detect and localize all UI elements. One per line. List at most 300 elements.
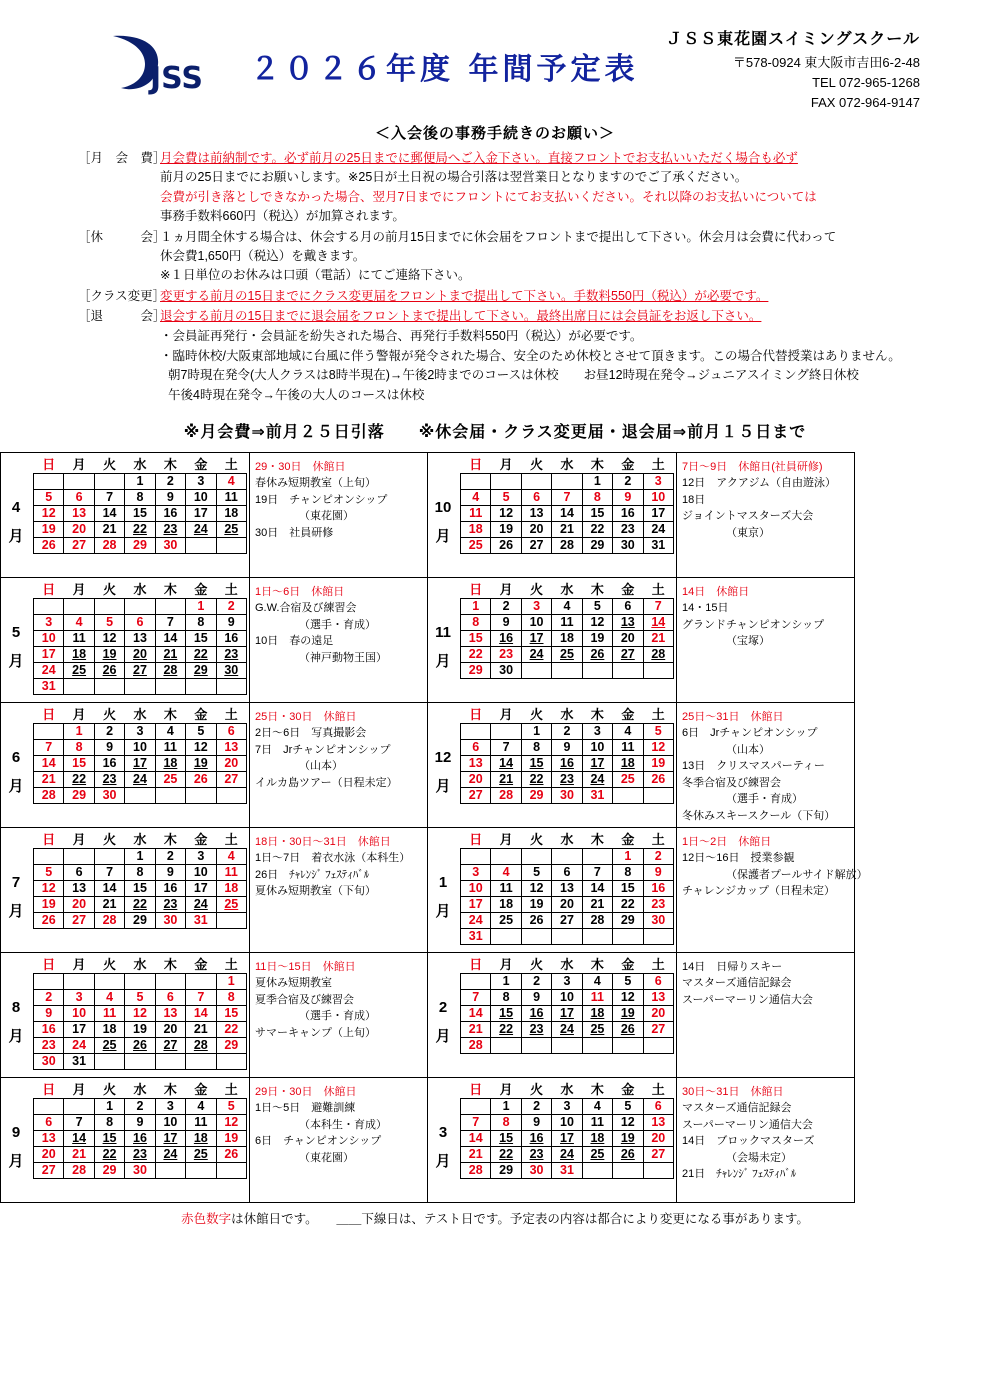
calendar-day: 14 bbox=[94, 880, 124, 896]
month-number: 4 bbox=[11, 499, 21, 517]
calendar-day: 8 bbox=[94, 1114, 124, 1130]
calendar-day bbox=[34, 723, 64, 739]
calendar-day: 12 bbox=[216, 1114, 246, 1130]
calendar-week-row bbox=[461, 1037, 674, 1053]
weekday-header: 月 bbox=[72, 956, 86, 972]
month-events bbox=[249, 578, 427, 702]
calendar-day: 16 bbox=[643, 880, 673, 896]
footer-note bbox=[0, 1209, 990, 1227]
event-line: ジョイントマスターズ大会 bbox=[682, 510, 814, 523]
calendar-day: 28 bbox=[186, 1037, 216, 1053]
calendar-week-row bbox=[461, 662, 674, 678]
calendar-day: 1 bbox=[582, 473, 612, 489]
calendar-row bbox=[1, 827, 855, 952]
calendar-day: 23 bbox=[491, 646, 521, 662]
calendar-day: 10 bbox=[186, 864, 216, 880]
calendar-day: 28 bbox=[552, 537, 582, 553]
calendar-day: 26 bbox=[613, 1021, 643, 1037]
calendar-day: 3 bbox=[186, 473, 216, 489]
calendar-day: 11 bbox=[64, 630, 94, 646]
month-cell bbox=[1, 702, 428, 827]
calendar-day bbox=[461, 973, 491, 989]
calendar-day: 25 bbox=[64, 662, 94, 678]
calendar-day: 17 bbox=[582, 755, 612, 771]
month-events bbox=[249, 953, 427, 1077]
notice-bullets bbox=[160, 327, 920, 405]
calendar-day: 2 bbox=[155, 848, 185, 864]
calendar-day: 13 bbox=[64, 880, 94, 896]
month-kanji: 月 bbox=[435, 1027, 451, 1045]
notice-label-fee: ［月 会 費］ bbox=[78, 151, 166, 165]
month-events bbox=[676, 578, 854, 702]
event-line: マスターズ通信記録会 bbox=[682, 1102, 792, 1115]
calendar-day: 20 bbox=[155, 1021, 185, 1037]
calendar-day: 25 bbox=[582, 1021, 612, 1037]
notice-row-suspend bbox=[78, 228, 920, 286]
calendar-day: 4 bbox=[582, 1098, 612, 1114]
calendar-day: 23 bbox=[125, 1146, 155, 1162]
calendar-day: 22 bbox=[461, 646, 491, 662]
calendar-week-row bbox=[461, 1130, 674, 1146]
calendar-day: 14 bbox=[643, 614, 673, 630]
calendar-day: 10 bbox=[64, 1005, 94, 1021]
weekday-header: 火 bbox=[530, 1081, 544, 1097]
event-line: 14日 ブロックマスターズ bbox=[682, 1135, 815, 1148]
calendar-day: 7 bbox=[155, 614, 185, 630]
calendar-day: 17 bbox=[552, 1005, 582, 1021]
calendar-day: 4 bbox=[186, 1098, 216, 1114]
event-line: （東花園） bbox=[299, 510, 354, 523]
weekday-header: 水 bbox=[133, 831, 147, 847]
calendar-day: 30 bbox=[155, 537, 185, 553]
calendar-week-row bbox=[34, 598, 247, 614]
calendar-day: 5 bbox=[34, 864, 64, 880]
event-line: （山本） bbox=[726, 743, 770, 756]
calendar-day bbox=[125, 678, 155, 694]
calendar-day bbox=[521, 473, 551, 489]
calendar-day bbox=[94, 973, 124, 989]
calendar-day: 12 bbox=[94, 630, 124, 646]
calendar-day: 24 bbox=[461, 912, 491, 928]
calendar-week-row bbox=[461, 912, 674, 928]
calendar-day: 31 bbox=[582, 787, 612, 803]
calendar-day: 10 bbox=[643, 489, 673, 505]
calendar-day: 9 bbox=[613, 489, 643, 505]
calendar-week-row bbox=[34, 1146, 247, 1162]
calendar-day: 1 bbox=[64, 723, 94, 739]
calendar-day: 30 bbox=[643, 912, 673, 928]
calendar-day bbox=[491, 723, 521, 739]
calendar-week-row bbox=[34, 723, 247, 739]
calendar-day: 13 bbox=[643, 1114, 673, 1130]
calendar-day: 3 bbox=[643, 473, 673, 489]
mini-calendar bbox=[458, 578, 676, 702]
weekday-header: 月 bbox=[499, 1081, 513, 1097]
calendar-week-row bbox=[461, 1114, 674, 1130]
calendar-day: 2 bbox=[34, 989, 64, 1005]
calendar-day: 22 bbox=[613, 896, 643, 912]
month-events bbox=[676, 828, 871, 952]
calendar-day: 11 bbox=[582, 1114, 612, 1130]
svg-text:JSS: JSS bbox=[150, 61, 204, 96]
weekday-header: 月 bbox=[499, 706, 513, 722]
notice-body-suspend bbox=[160, 228, 920, 286]
payment-summary: ※月会費⇒前月２５日引落 ※休会届・クラス変更届・退会届⇒前月１５日まで bbox=[183, 423, 807, 441]
calendar-day: 21 bbox=[461, 1021, 491, 1037]
calendar-day: 19 bbox=[613, 1005, 643, 1021]
calendar-day bbox=[491, 848, 521, 864]
calendar-day: 6 bbox=[643, 1098, 673, 1114]
calendar-day: 11 bbox=[155, 739, 185, 755]
month-cell bbox=[428, 577, 855, 702]
calendar-day: 21 bbox=[94, 521, 124, 537]
event-line: 6日 Jrチャンピオンシップ bbox=[682, 727, 818, 740]
calendar-day: 8 bbox=[125, 489, 155, 505]
calendar-day: 5 bbox=[125, 989, 155, 1005]
event-line: 1日〜6日 休館日 bbox=[255, 585, 345, 598]
calendar-day bbox=[155, 1162, 185, 1178]
month-kanji: 月 bbox=[8, 1027, 24, 1045]
month-cell bbox=[428, 827, 868, 952]
mini-calendar bbox=[31, 828, 249, 952]
calendar-day: 19 bbox=[582, 630, 612, 646]
notice-bullet: ・臨時休校/大阪東部地域に台風に伴う警報が発令された場合、安全のため休校とさせて頂きます。この場合代替授業はありません。 bbox=[160, 348, 901, 363]
calendar-day: 22 bbox=[216, 1021, 246, 1037]
calendar-day: 23 bbox=[155, 521, 185, 537]
calendar-day: 29 bbox=[94, 1162, 124, 1178]
weekday-header: 日 bbox=[469, 581, 483, 597]
calendar-day: 22 bbox=[491, 1021, 521, 1037]
calendar-day: 27 bbox=[521, 537, 551, 553]
weekday-header: 木 bbox=[590, 1081, 604, 1097]
event-line: （選手・育成） bbox=[299, 1010, 376, 1023]
calendar-day bbox=[552, 928, 582, 944]
calendar-day: 2 bbox=[155, 473, 185, 489]
calendar-day: 30 bbox=[491, 662, 521, 678]
month-events bbox=[249, 828, 427, 952]
weekday-header: 水 bbox=[560, 456, 574, 472]
school-tel: TEL 072-965-1268 bbox=[812, 74, 920, 90]
event-line: チャレンジカップ（日程未定） bbox=[682, 885, 836, 898]
calendar-day: 29 bbox=[613, 912, 643, 928]
weekday-header: 金 bbox=[621, 456, 635, 472]
month-kanji: 月 bbox=[435, 1152, 451, 1170]
calendar-week-row bbox=[461, 473, 674, 489]
calendar-day: 27 bbox=[216, 771, 246, 787]
calendar-week-row bbox=[461, 598, 674, 614]
calendar-day: 25 bbox=[216, 896, 246, 912]
calendar-day bbox=[64, 473, 94, 489]
calendar-row bbox=[1, 577, 855, 702]
calendar-day bbox=[461, 473, 491, 489]
calendar-day: 20 bbox=[64, 896, 94, 912]
calendar-day: 4 bbox=[94, 989, 124, 1005]
weekday-header: 土 bbox=[224, 706, 238, 722]
calendar-day: 10 bbox=[582, 739, 612, 755]
calendar-day: 10 bbox=[155, 1114, 185, 1130]
calendar-day: 1 bbox=[461, 598, 491, 614]
calendar-day: 25 bbox=[582, 1146, 612, 1162]
calendar-day: 18 bbox=[186, 1130, 216, 1146]
weekday-header: 火 bbox=[530, 706, 544, 722]
notice-line: 月会費は前納制です。必ず前月の25日までに郵便局へご入金下さい。直接フロントでお支払いいただく場合も必ず bbox=[160, 151, 798, 165]
calendar-day: 18 bbox=[582, 1005, 612, 1021]
calendar-week-row bbox=[34, 771, 247, 787]
weekday-header: 土 bbox=[224, 831, 238, 847]
weekday-header: 木 bbox=[590, 831, 604, 847]
calendar-day: 17 bbox=[34, 646, 64, 662]
calendar-day: 29 bbox=[461, 662, 491, 678]
calendar-week-row bbox=[461, 771, 674, 787]
calendar-day: 8 bbox=[125, 864, 155, 880]
calendar-week-row bbox=[34, 489, 247, 505]
weekday-header: 日 bbox=[42, 706, 56, 722]
weekday-header: 木 bbox=[163, 831, 177, 847]
calendar-day: 14 bbox=[461, 1130, 491, 1146]
calendar-day: 6 bbox=[613, 598, 643, 614]
calendar-day bbox=[155, 973, 185, 989]
calendar-day: 25 bbox=[613, 771, 643, 787]
calendar-day: 13 bbox=[552, 880, 582, 896]
calendar-day bbox=[613, 1037, 643, 1053]
calendar-day bbox=[125, 1053, 155, 1069]
event-line: 12日 アクアジム（自由遊泳） bbox=[682, 477, 837, 490]
calendar-day: 27 bbox=[643, 1021, 673, 1037]
calendar-week-row bbox=[461, 1146, 674, 1162]
calendar-day bbox=[34, 973, 64, 989]
weekday-header: 日 bbox=[469, 831, 483, 847]
calendar-day: 28 bbox=[155, 662, 185, 678]
calendar-day bbox=[491, 928, 521, 944]
event-line: 11日〜15日 休館日 bbox=[255, 960, 356, 973]
calendar-day bbox=[582, 1037, 612, 1053]
calendar-day: 11 bbox=[552, 614, 582, 630]
weekday-header: 日 bbox=[469, 706, 483, 722]
calendar-day bbox=[521, 848, 551, 864]
calendar-day: 4 bbox=[491, 864, 521, 880]
calendar-day: 5 bbox=[521, 864, 551, 880]
event-line: 6日 チャンピオンシップ bbox=[255, 1135, 382, 1148]
weekday-header: 土 bbox=[651, 956, 665, 972]
month-label bbox=[428, 703, 458, 827]
calendar-week-row bbox=[461, 739, 674, 755]
event-line: （山本） bbox=[299, 760, 343, 773]
weekday-header: 木 bbox=[163, 706, 177, 722]
event-line: 13日 クリスマスパーティー bbox=[682, 760, 825, 773]
calendar-day: 11 bbox=[94, 1005, 124, 1021]
calendar-week-row bbox=[461, 787, 674, 803]
calendar-day: 19 bbox=[613, 1130, 643, 1146]
calendar-day: 15 bbox=[613, 880, 643, 896]
calendar-day: 20 bbox=[64, 521, 94, 537]
calendar-day: 21 bbox=[155, 646, 185, 662]
weekday-header: 金 bbox=[194, 581, 208, 597]
calendar-day: 28 bbox=[94, 537, 124, 553]
calendar-day: 12 bbox=[582, 614, 612, 630]
event-line: 29・30日 休館日 bbox=[255, 460, 346, 473]
calendar-day bbox=[186, 973, 216, 989]
weekday-header: 金 bbox=[194, 456, 208, 472]
calendar-day bbox=[94, 473, 124, 489]
mini-calendar bbox=[458, 453, 676, 577]
month-events bbox=[249, 703, 427, 827]
calendar-day: 27 bbox=[64, 537, 94, 553]
calendar-week-row bbox=[34, 1130, 247, 1146]
calendar-week-row bbox=[34, 521, 247, 537]
calendar-day: 2 bbox=[125, 1098, 155, 1114]
weekday-header: 月 bbox=[499, 831, 513, 847]
calendar-day bbox=[186, 1162, 216, 1178]
calendar-day: 16 bbox=[216, 630, 246, 646]
calendar-day: 30 bbox=[552, 787, 582, 803]
calendar-day: 23 bbox=[521, 1146, 551, 1162]
calendar-week-row bbox=[461, 723, 674, 739]
calendar-day: 9 bbox=[155, 864, 185, 880]
calendar-week-row bbox=[34, 880, 247, 896]
event-line: 夏季合宿及び練習会 bbox=[255, 993, 354, 1006]
calendar-day bbox=[64, 1098, 94, 1114]
calendar-day: 27 bbox=[461, 787, 491, 803]
calendar-day: 11 bbox=[491, 880, 521, 896]
footer-rest-text: は休館日です。 ＿＿下線日は、テスト日です。予定表の内容は都合により変更になる事があります。 bbox=[231, 1211, 809, 1226]
calendar-day bbox=[461, 1098, 491, 1114]
calendar-week-row bbox=[461, 848, 674, 864]
month-cell bbox=[428, 702, 855, 827]
calendar-day: 25 bbox=[216, 521, 246, 537]
calendar-day: 26 bbox=[613, 1146, 643, 1162]
calendar-week-row bbox=[34, 755, 247, 771]
calendar-day: 9 bbox=[155, 489, 185, 505]
calendar-day: 12 bbox=[491, 505, 521, 521]
calendar-day bbox=[643, 1037, 673, 1053]
notice-block bbox=[0, 149, 990, 405]
calendar-week-row bbox=[34, 678, 247, 694]
calendar-day: 27 bbox=[613, 646, 643, 662]
calendar-day: 27 bbox=[34, 1162, 64, 1178]
weekday-header: 木 bbox=[163, 581, 177, 597]
calendar-day bbox=[582, 1162, 612, 1178]
event-line: （神戸動物王国） bbox=[299, 651, 387, 664]
calendar-day: 24 bbox=[186, 521, 216, 537]
calendar-day: 21 bbox=[552, 521, 582, 537]
calendar-day: 8 bbox=[491, 1114, 521, 1130]
calendar-day: 25 bbox=[552, 646, 582, 662]
calendar-day: 26 bbox=[186, 771, 216, 787]
notice-line: １ヵ月間全休する場合は、休会する月の前月15日までに休会届をフロントまで提出して下さい。休会月は会費に代わって bbox=[160, 229, 837, 244]
mini-calendar bbox=[31, 703, 249, 827]
event-line: 冬季合宿及び練習会 bbox=[682, 776, 781, 789]
calendar-day bbox=[613, 787, 643, 803]
month-label bbox=[1, 453, 31, 577]
weekday-header: 火 bbox=[103, 1081, 117, 1097]
weekday-header: 金 bbox=[194, 706, 208, 722]
event-line: 18日・30日〜31日 休館日 bbox=[255, 835, 391, 848]
calendar-day: 26 bbox=[34, 537, 64, 553]
calendar-day: 20 bbox=[613, 630, 643, 646]
weekday-header: 木 bbox=[163, 956, 177, 972]
calendar-day: 23 bbox=[643, 896, 673, 912]
notice-body-fee bbox=[160, 149, 920, 227]
calendar-week-row bbox=[461, 864, 674, 880]
notice-bullet: ・会員証再発行・会員証を紛失された場合、再発行手数料550円（税込）が必要です。 bbox=[160, 329, 643, 344]
event-line: 夏休み短期教室（下旬） bbox=[255, 885, 376, 898]
month-cell bbox=[428, 1077, 855, 1202]
weekday-header: 日 bbox=[469, 956, 483, 972]
calendar-day bbox=[216, 678, 246, 694]
calendar-day: 2 bbox=[643, 848, 673, 864]
calendar-day: 9 bbox=[216, 614, 246, 630]
school-info bbox=[666, 28, 920, 113]
calendar-day bbox=[155, 598, 185, 614]
calendar-day: 14 bbox=[552, 505, 582, 521]
calendar-row bbox=[1, 702, 855, 827]
calendar-day: 8 bbox=[64, 739, 94, 755]
calendar-day: 19 bbox=[125, 1021, 155, 1037]
event-line: （東花園） bbox=[299, 1151, 354, 1164]
calendar-day: 19 bbox=[216, 1130, 246, 1146]
weekday-header: 月 bbox=[72, 1081, 86, 1097]
event-line: 30日〜31日 休館日 bbox=[682, 1085, 784, 1098]
mini-calendar bbox=[458, 703, 676, 827]
calendar-day: 14 bbox=[34, 755, 64, 771]
calendar-day: 19 bbox=[34, 896, 64, 912]
month-events bbox=[676, 453, 854, 577]
calendar-week-row bbox=[34, 537, 247, 553]
weekday-header: 火 bbox=[530, 456, 544, 472]
calendar-day: 22 bbox=[521, 771, 551, 787]
calendar-week-row bbox=[34, 1053, 247, 1069]
calendar-day: 15 bbox=[64, 755, 94, 771]
calendar-day bbox=[582, 662, 612, 678]
calendar-week-row bbox=[461, 537, 674, 553]
calendar-day: 16 bbox=[613, 505, 643, 521]
footer-red-text: 赤色数字 bbox=[181, 1211, 232, 1226]
calendar-day: 8 bbox=[521, 739, 551, 755]
calendar-day: 16 bbox=[34, 1021, 64, 1037]
calendar-day bbox=[552, 473, 582, 489]
event-line: （会場未定） bbox=[726, 1151, 792, 1164]
calendar-day: 15 bbox=[216, 1005, 246, 1021]
calendar-row bbox=[1, 952, 855, 1077]
event-line: 夏休み短期教室 bbox=[255, 977, 332, 990]
calendar-day: 9 bbox=[94, 739, 124, 755]
weekday-header: 水 bbox=[133, 456, 147, 472]
calendar-day: 4 bbox=[216, 473, 246, 489]
calendar-day: 1 bbox=[491, 1098, 521, 1114]
calendar-day: 11 bbox=[216, 864, 246, 880]
calendar-day: 28 bbox=[94, 912, 124, 928]
calendar-day bbox=[64, 678, 94, 694]
calendar-day: 5 bbox=[613, 973, 643, 989]
calendar-day: 30 bbox=[34, 1053, 64, 1069]
calendar-day: 13 bbox=[613, 614, 643, 630]
calendar-day: 15 bbox=[491, 1005, 521, 1021]
calendar-day: 2 bbox=[94, 723, 124, 739]
month-number: 6 bbox=[11, 749, 21, 767]
month-kanji: 月 bbox=[8, 652, 24, 670]
calendar-day: 11 bbox=[216, 489, 246, 505]
calendar-day: 7 bbox=[64, 1114, 94, 1130]
calendar-day: 9 bbox=[521, 989, 551, 1005]
calendar-day bbox=[521, 662, 551, 678]
calendar-day: 19 bbox=[186, 755, 216, 771]
calendar-row bbox=[1, 452, 855, 577]
event-line: 14・15日 bbox=[682, 602, 729, 615]
event-line: 2日〜6日 写真撮影会 bbox=[255, 727, 367, 740]
notice-row-fee bbox=[78, 149, 920, 227]
document-header bbox=[0, 0, 990, 110]
calendar-day: 27 bbox=[155, 1037, 185, 1053]
